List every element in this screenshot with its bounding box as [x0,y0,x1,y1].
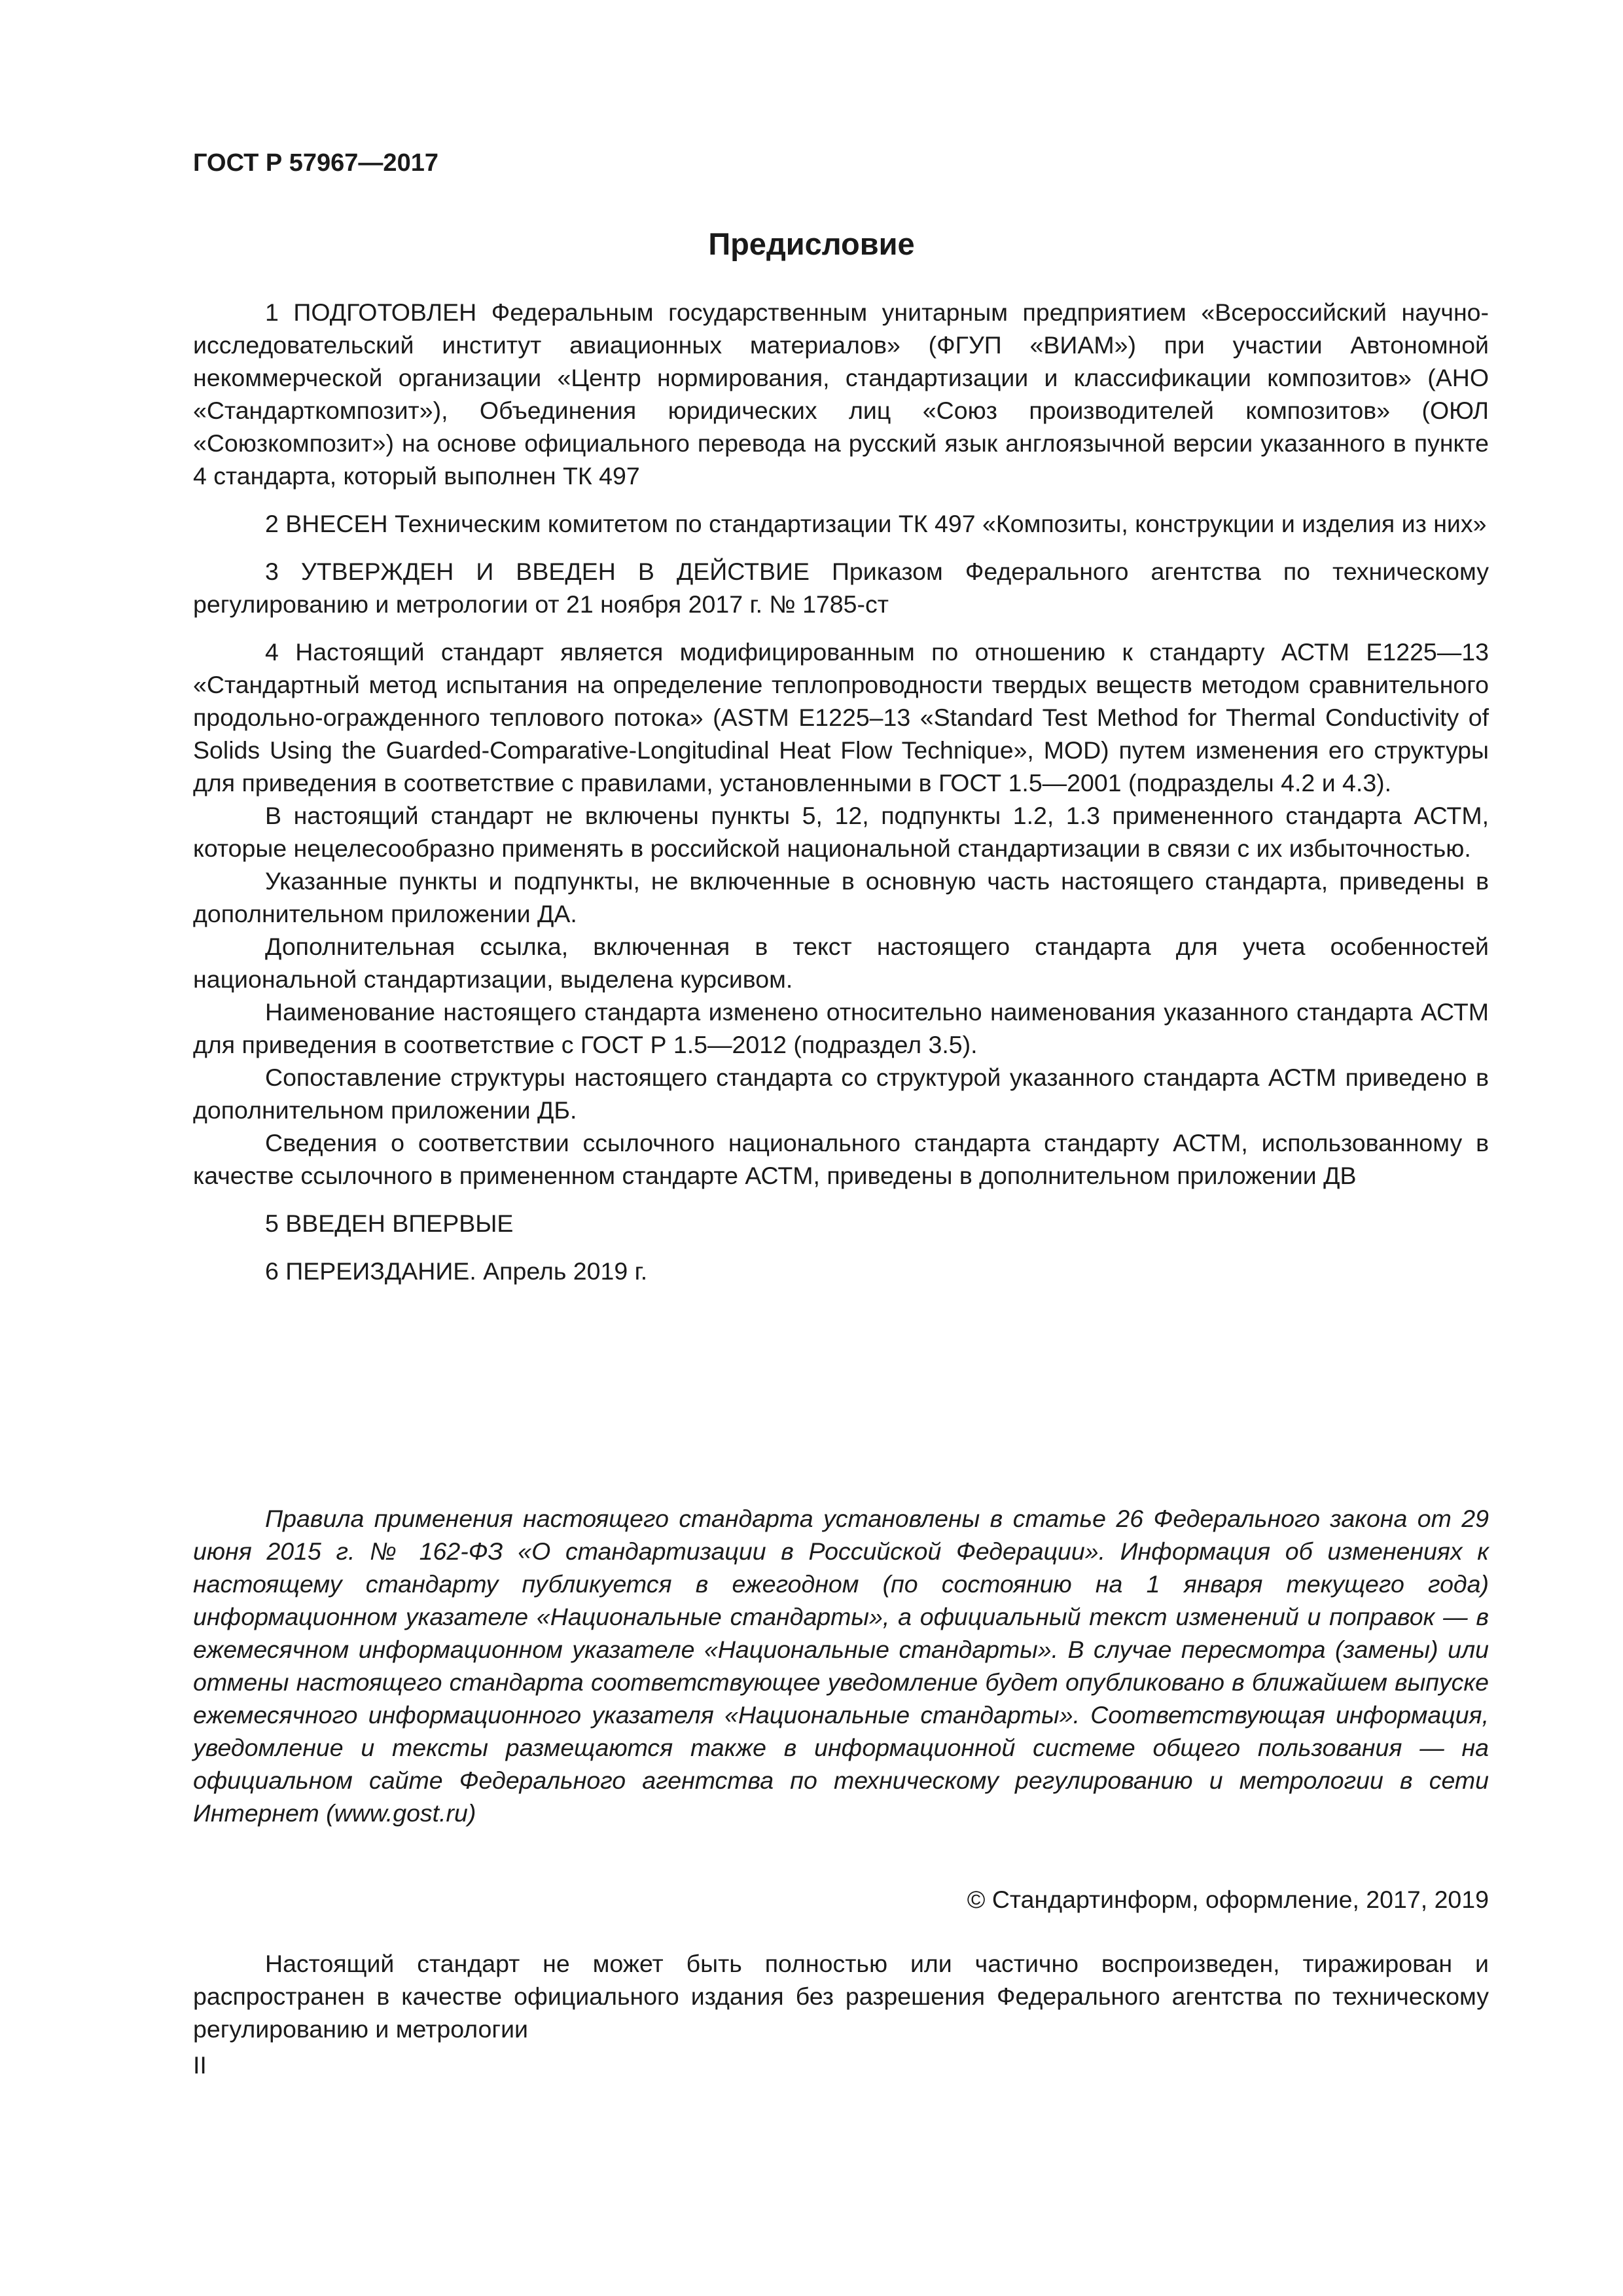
copyright-notice: © Стандартинформ, оформление, 2017, 2019 [967,1886,1489,1913]
reproduction-notice: Настоящий стандарт не может быть полностью или частично воспроизведен, тиражирован и распространен в качестве официального издания без разрешения Федерального агентства по техническому регулированию и метрологии [193,1950,1489,2043]
application-rules-note: Правила применения настоящего стандарта установлены в статье 26 Федерального закона от 29 июня 2015 г. № 162-ФЗ «О стандартизации в Российской Федерации». Информация об изменениях к настоящему стандарту публикуется в ежегодном (по состоянию на 1 января текущего года) информационном указателе «Национальные стандарты», а официальный текст изменений и поправок — в ежемесячном информационном указателе «Национальные стандарты». В случае пересмотра (замены) или отмены настоящего стандарта соответствующее уведомление будет опубликовано в ближайшем выпуске ежемесячного информационного указателя «Национальные стандарты». Соответствующая информация, уведомление и тексты размещаются также в информационной системе общего пользования — на официальном сайте Федерального агентства по техническому регулированию и метрологии в сети Интернет (www.gost.ru) [193,1505,1489,1827]
paragraph-first-introduced: 5 ВВЕДЕН ВПЕРВЫЕ [265,1210,514,1237]
paragraph-reissue: 6 ПЕРЕИЗДАНИЕ. Апрель 2019 г. [265,1257,648,1285]
paragraph-introduced-by: 2 ВНЕСЕН Техническим комитетом по стандартизации ТК 497 «Композиты, конструкции и изделия из них» [265,510,1487,537]
paragraph-modified-standard: 4 Настоящий стандарт является модифицированным по отношению к стандарту АСТМ E1225—13 «Стандартный метод испытания на определение теплопроводности твердых веществ методом сравнительного продольно-огражденного теплового потока» (ASTM E1225–13 «Standard Test Method for Thermal Conductivity of Solids Using the Guarded-Comparative-Longitudinal Heat Flow Technique», MOD) путем изменения его структуры для приведения в соответствие с правилами, установленными в ГОСТ 1.5—2001 (подразделы 4.2 и 4.3). [193,638,1489,797]
page-number: II [193,2051,207,2079]
document-code: ГОСТ Р 57967—2017 [193,149,438,177]
foreword-body [193,296,1489,1287]
paragraph-approved: 3 УТВЕРЖДЕН И ВВЕДЕН В ДЕЙСТВИЕ Приказом Федерального агентства по техническому регулированию и метрологии от 21 ноября 2017 г. № 1785-ст [193,558,1489,618]
paragraph-excluded-items: В настоящий стандарт не включены пункты 5, 12, подпункты 1.2, 1.3 примененного стандарта АСТМ, которые нецелесообразно применять в российской национальной стандартизации в связи с их избыточностью. [193,802,1489,862]
paragraph-name-changed: Наименование настоящего стандарта изменено относительно наименования указанного стандарта АСТМ для приведения в соответствие с ГОСТ Р 1.5—2012 (подраздел 3.5). [193,998,1489,1058]
paragraph-appendix-db: Сопоставление структуры настоящего стандарта со структурой указанного стандарта АСТМ приведено в дополнительном приложении ДБ. [193,1064,1489,1124]
page-title: Предисловие [708,226,915,261]
paragraph-appendix-dv: Сведения о соответствии ссылочного национального стандарта стандарту АСТМ, использованному в качестве ссылочного в примененном стандарте АСТМ, приведены в дополнительном приложении ДВ [193,1129,1489,1189]
paragraph-appendix-da: Указанные пункты и подпункты, не включенные в основную часть настоящего стандарта, приведены в дополнительном приложении ДА. [193,867,1489,927]
paragraph-italic-reference: Дополнительная ссылка, включенная в текст настоящего стандарта для учета особенностей национальной стандартизации, выделена курсивом. [193,933,1489,993]
paragraph-prepared-by: 1 ПОДГОТОВЛЕН Федеральным государственным унитарным предприятием «Всероссийский научно-исследовательский институт авиационных материалов» (ФГУП «ВИАМ») при участии Автономной некоммерческой организации «Центр нормирования, стандартизации и классификации композитов» (АНО «Стандарткомпозит»), Объединения юридических лиц «Союз производителей композитов» (ОЮЛ «Союзкомпозит») на основе официального перевода на русский язык англоязычной версии указанного в пункте 4 стандарта, который выполнен ТК 497 [193,298,1489,490]
